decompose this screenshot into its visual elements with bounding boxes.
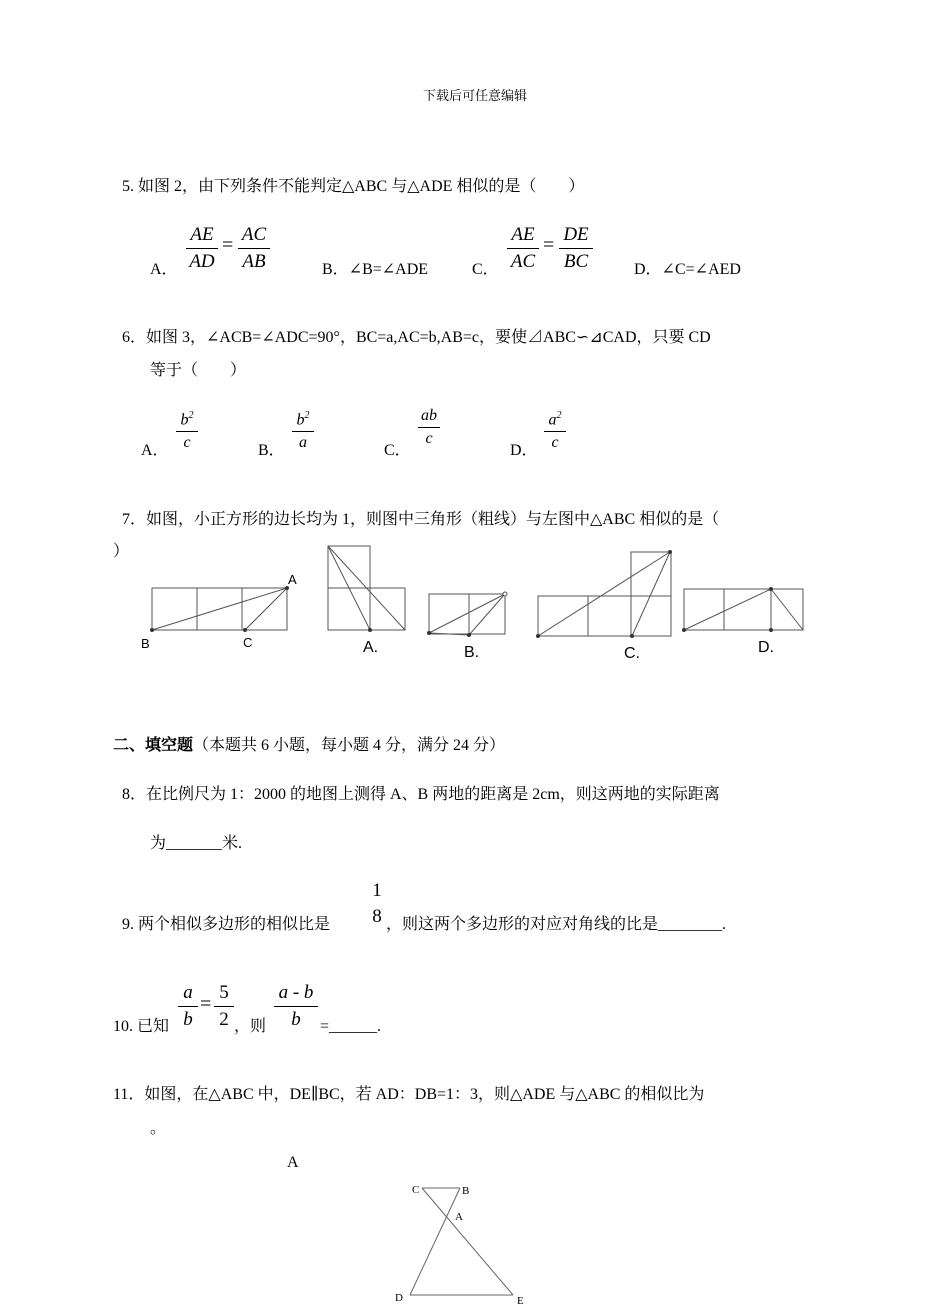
q6-option-a-frac (176, 405, 198, 454)
frac-numerator: DE (563, 224, 589, 245)
frac-numerator: a (183, 982, 193, 1003)
point (368, 628, 372, 632)
point (536, 634, 540, 638)
q7-option-c-figure (530, 545, 680, 665)
triangle-side (684, 589, 771, 630)
q10-pre: 10. 已知 (113, 1018, 170, 1035)
frac-denominator: b (291, 1009, 301, 1030)
q5-c-frac-de-bc (559, 222, 593, 275)
q9-pre: 9. 两个相似多边形的相似比是 (122, 916, 331, 933)
frac-numerator: 1 (372, 880, 382, 901)
frac-numerator: ab (421, 407, 437, 424)
q5-option-d: D．∠C=∠AED (634, 261, 741, 278)
segment-ce (422, 1188, 513, 1295)
q11-figure (390, 1175, 530, 1310)
frac-numerator: AE (190, 224, 214, 245)
point-c (243, 628, 247, 632)
frac-numerator: b (180, 411, 189, 429)
point-b (150, 628, 154, 632)
triangle-side (469, 594, 505, 635)
section2-desc: （本题共 6 小题，每小题 4 分，满分 24 分） (193, 737, 506, 754)
q10-frac-a-b (178, 980, 198, 1033)
q11-stray-label-a: A (287, 1154, 299, 1171)
q6-stem-line1: 6．如图 3，∠ACB=∠ADC=90°，BC=a,AC=b,AB=c，要使⊿ABC∽⊿CAD，只要 CD (122, 329, 711, 346)
frac-denominator: AB (242, 251, 266, 272)
frac-numerator: 5 (219, 982, 229, 1003)
q11-stem-line2: 。 (150, 1120, 167, 1137)
q5-option-c-label: C． (472, 261, 499, 278)
q10-equals: = (200, 993, 212, 1015)
frac-denominator: a (299, 434, 307, 452)
frac-numerator: AC (241, 224, 267, 245)
q7-stem-line1: 7．如图，小正方形的边长均为 1，则图中三角形（粗线）与左图中△ABC 相似的是（ (122, 511, 720, 528)
label-a: A (288, 572, 297, 587)
q8-stem-line1: 8．在比例尺为 1：2000 的地图上测得 A、B 两地的距离是 2cm，则这两地的实际距离 (122, 786, 720, 803)
q11-stem-line1: 11．如图，在△ABC 中，DE∥BC，若 AD：DB=1：3，则△ADE 与△ABC 的相似比为 (113, 1086, 705, 1103)
option-b-label: B. (464, 644, 480, 661)
q6-option-d-frac (544, 405, 566, 454)
q7-stem-line2: ） (113, 543, 130, 560)
triangle-side (771, 589, 803, 630)
frac-numerator: b (296, 411, 305, 429)
section2-title: 二、填空题 (113, 737, 194, 754)
label-c: C (243, 635, 253, 650)
frac-denominator: b (183, 1009, 193, 1030)
grid-rect (684, 589, 803, 630)
q7-option-b-figure (420, 585, 515, 665)
section2-heading (113, 735, 505, 757)
option-d-label: D. (758, 639, 774, 656)
label-e: E (517, 1295, 524, 1307)
q9-post: ，则这两个多边形的对应对角线的比是________. (386, 916, 727, 933)
q9-frac (367, 878, 387, 930)
q10-frac-amb-b (274, 980, 318, 1033)
frac-denominator: c (551, 434, 559, 452)
triangle-side-ba (152, 588, 287, 630)
frac-denominator: c (183, 434, 191, 452)
q6-option-b-frac (292, 405, 314, 454)
point (769, 628, 773, 632)
frac-denominator: AC (510, 251, 536, 272)
point (668, 550, 672, 554)
q5-a-frac-ac-ab (238, 222, 270, 275)
exponent: 2 (188, 410, 194, 421)
point (630, 634, 634, 638)
q10-frac-5-2 (214, 980, 234, 1033)
frac-denominator: 2 (219, 1009, 229, 1030)
label-a: A (455, 1211, 463, 1223)
q7-option-d-figure (675, 580, 815, 665)
point (682, 628, 686, 632)
q5-c-frac-ae-ac (507, 222, 539, 275)
option-a-label: A. (363, 639, 379, 656)
q7-reference-figure (130, 568, 310, 658)
frac-numerator: a - b (278, 982, 314, 1003)
q6-option-b-label: B． (258, 442, 285, 459)
q6-stem-line2: 等于（ ） (150, 362, 247, 379)
exponent: 2 (556, 410, 562, 421)
triangle-side (538, 552, 670, 636)
point (503, 592, 507, 596)
frac-numerator: AE (511, 224, 535, 245)
frac-denominator: AD (189, 251, 215, 272)
grid-rect (631, 552, 671, 596)
q10-mid: ，则 (234, 1018, 267, 1035)
q6-option-d-label: D． (510, 442, 538, 459)
point (769, 587, 773, 591)
q8-stem-line2: 为_______米. (150, 835, 243, 852)
q6-option-c-frac (418, 405, 440, 450)
q5-a-equals: = (222, 234, 234, 256)
page-header: 下载后可任意编辑 (422, 88, 527, 103)
frac-denominator: BC (563, 251, 589, 272)
q7-option-a-figure (320, 540, 415, 660)
label-b: B (141, 636, 150, 651)
frac-denominator: c (425, 430, 433, 447)
q5-a-frac-ae-ad (186, 222, 218, 275)
label-c: C (412, 1184, 420, 1196)
q10-post: =______. (320, 1018, 382, 1035)
option-c-label: C. (624, 645, 640, 662)
q6-option-a-label: A． (141, 442, 169, 459)
q5-option-b: B．∠B=∠ADE (322, 261, 429, 278)
triangle-side (429, 594, 505, 633)
point (467, 633, 471, 637)
frac-numerator: a (548, 411, 557, 429)
point (427, 631, 431, 635)
q5-c-equals: = (543, 234, 555, 256)
grid-rect (538, 596, 671, 636)
exponent: 2 (304, 410, 310, 421)
q6-option-c-label: C． (384, 442, 411, 459)
q5-option-a-label: A． (150, 261, 178, 278)
label-b: B (462, 1185, 470, 1197)
label-d: D (395, 1292, 403, 1304)
frac-denominator: 8 (372, 906, 382, 927)
q5-stem: 5. 如图 2，由下列条件不能判定△ABC 与△ADE 相似的是（ ） (122, 178, 585, 195)
